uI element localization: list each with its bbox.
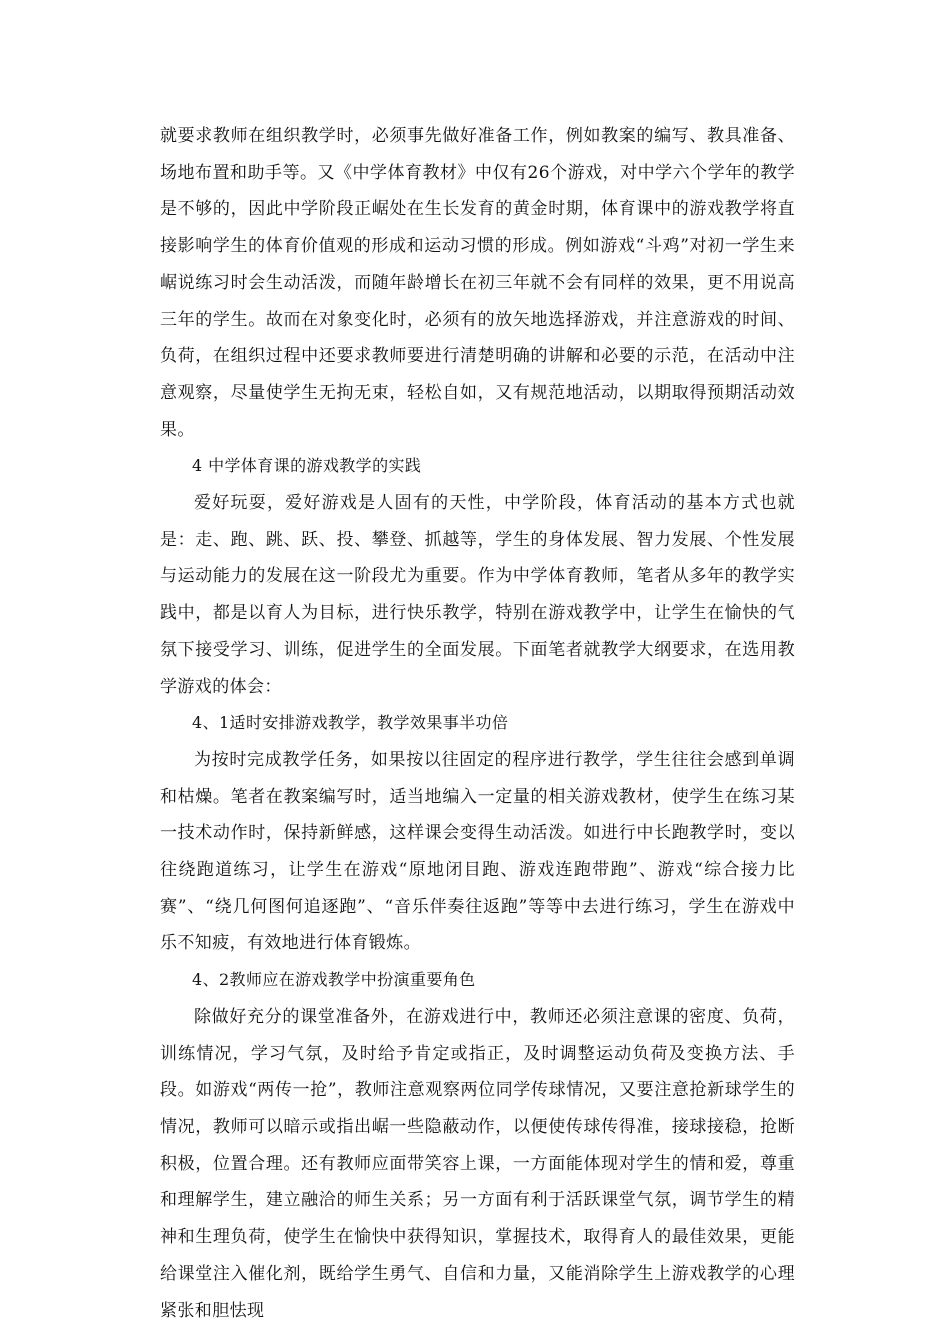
section-heading-4: 4 中学体育课的游戏教学的实践 [192, 456, 422, 476]
subsection-heading-4-1: 4、1适时安排游戏教学，教学效果事半功倍 [192, 713, 509, 733]
paragraph-continued: 就要求教师在组织教学时，必须事先做好准备工作，例如教案的编写、教具准备、场地布置和助手等。又《中学体育教材》中仅有26个游戏，对中学六个学年的教学是不够的，因此中学阶段正崌处在生长发育的黄金时期，体育课中的游戏教学将直接影响学生的体育价值观的形成和运动习惯的形成。例如游戏“斗鸡”对初一学生来崌说练习时会生动活泼，而随年龄增长在初三年就不会有同样的效果，更不用说高三年的学生。故而在对象变化时，必须有的放矢地选择游戏，并注意游戏的时间、负荷，在组织过程中还要求教师要进行清楚明确的讲解和必要的示范，在活动中注意观察，尽量使学生无拘无束，轻松自如，又有规范地活动，以期取得预期活动效果。 [160, 126, 795, 440]
paragraph-section-4-2: 除做好充分的课堂准备外，在游戏进行中，教师还必须注意课的密度、负荷，训练情况，学习气氛，及时给予肯定或指正，及时调整运动负荷及变换方法、手段。如游戏“两传一抢”，教师注意观察两位同学传球情况，又要注意抢新球学生的情况，教师可以暗示或指出崌一些隐蔽动作，以便使传球传得准，接球接稳，抢断积极，位置合理。还有教师应面带笑容上课，一方面能体现对学生的情和爱，尊重和理解学生，建立融洽的师生关系；另一方面有利于活跃课堂气氛，调节学生的精神和生理负荷，使学生在愉快中获得知识，掌握技术，取得育人的最佳效果，更能给课堂注入催化剂，既给学生勇气、自信和力量，又能消除学生上游戏教学的心理紧张和胆怯现 [160, 1006, 795, 1321]
document-body [160, 118, 795, 1329]
subsection-heading-4-2: 4、2教师应在游戏教学中扮演重要角色 [192, 970, 476, 990]
paragraph-section-4: 爱好玩耍，爱好游戏是人固有的天性，中学阶段，体育活动的基本方式也就是：走、跑、跳、跃、投、攀登、抓越等，学生的身体发展、智力发展、个性发展与运动能力的发展在这一阶段尤为重要。作为中学体育教师，笔者从多年的教学实践中，都是以育人为目标，进行快乐教学，特别在游戏教学中，让学生在愉快的气氛下接受学习、训练，促进学生的全面发展。下面笔者就教学大纲要求，在选用教学游戏的体会： [160, 493, 795, 697]
paragraph-section-4-1: 为按时完成教学任务，如果按以往固定的程序进行教学，学生往往会感到单调和枯燥。笔者在教案编写时，适当地编入一定量的相关游戏教材，使学生在练习某一技术动作时，保持新鲜感，这样课会变得生动活泼。如进行中长跑教学时，变以往绕跑道练习，让学生在游戏“原地闭目跑、游戏连跑带跑”、游戏“综合接力比赛”、“绕几何图何追逐跑”、“音乐伴奏往返跑”等等中去进行练习，学生在游戏中乐不知疲，有效地进行体育锻炼。 [160, 749, 795, 954]
